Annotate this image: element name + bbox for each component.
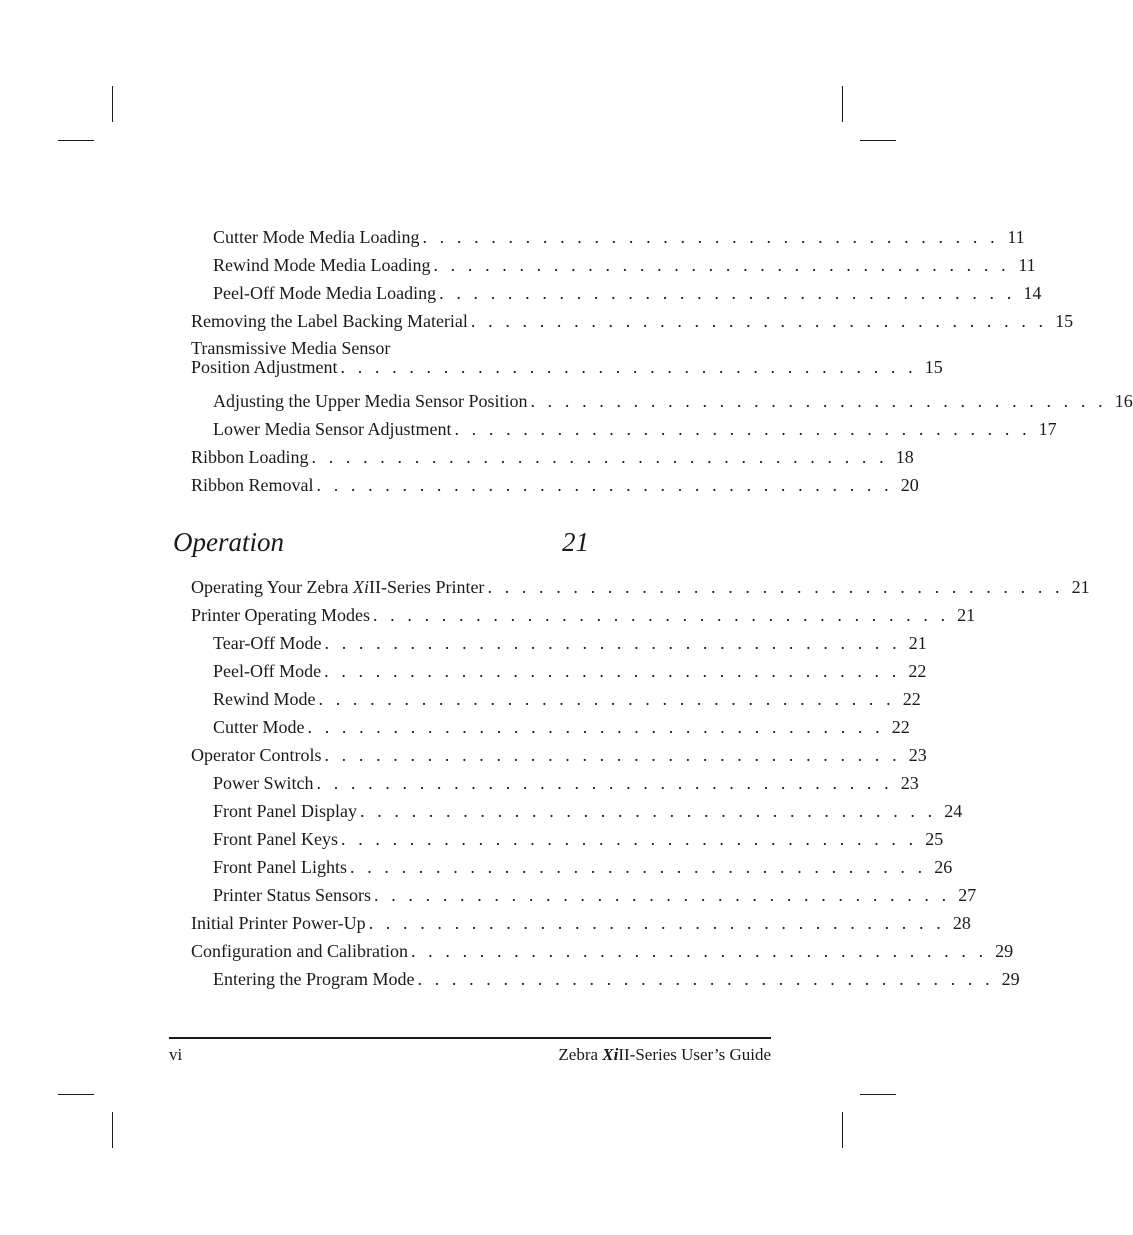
toc-entry-title: Printer Operating Modes bbox=[191, 605, 370, 625]
toc-entry-page-number: 15 bbox=[924, 357, 943, 377]
footer-page-number: vi bbox=[169, 1045, 183, 1064]
footer-guide-title bbox=[558, 1045, 771, 1065]
dot-leader: . . . . . . . . . . . . . . . . . . . . . . . . . . . . . . . . . . bbox=[340, 357, 917, 377]
toc-entry-title-part: Xi bbox=[352, 577, 369, 597]
toc-entry[interactable] bbox=[191, 797, 963, 825]
toc-entry[interactable] bbox=[191, 251, 1036, 279]
toc-entry[interactable] bbox=[191, 307, 1074, 335]
toc-entry[interactable] bbox=[191, 415, 1057, 443]
dot-leader: . . . . . . . . . . . . . . . . . . . . . . . . . . . . . . . . . . bbox=[410, 941, 988, 961]
toc-entry-title: Removing the Label Backing Material bbox=[191, 311, 468, 331]
dot-leader: . . . . . . . . . . . . . . . . . . . . . . . . . . . . . . . . . . bbox=[341, 829, 918, 849]
toc-entry[interactable] bbox=[191, 685, 921, 713]
toc-entry-page-number: 18 bbox=[895, 447, 914, 467]
toc-entries-after bbox=[191, 573, 1090, 993]
toc-entry-title-line1: Transmissive Media Sensor bbox=[191, 338, 391, 358]
toc-entry-title: Cutter Mode Media Loading bbox=[213, 227, 420, 247]
toc-entry[interactable] bbox=[191, 601, 976, 629]
toc-entry-page-number: 26 bbox=[934, 857, 953, 877]
toc-entry-page-number: 15 bbox=[1055, 311, 1074, 331]
dot-leader: . . . . . . . . . . . . . . . . . . . . . . . . . . . . . . . . . . bbox=[311, 447, 888, 467]
dot-leader: . . . . . . . . . . . . . . . . . . . . . . . . . . . . . . . . . . bbox=[324, 661, 901, 681]
toc-entry[interactable] bbox=[191, 965, 1020, 993]
footer-guide-prefix: Zebra bbox=[558, 1045, 603, 1064]
toc-entry-page-number: 17 bbox=[1038, 419, 1057, 439]
toc-entry-title: Front Panel Display bbox=[213, 801, 357, 821]
toc-entry[interactable] bbox=[191, 443, 914, 471]
crop-mark bbox=[860, 140, 896, 141]
toc-entry-title: Position Adjustment bbox=[191, 357, 338, 377]
toc-entry[interactable] bbox=[191, 279, 1042, 307]
table-of-contents bbox=[173, 223, 1133, 993]
toc-entry[interactable] bbox=[191, 387, 1133, 415]
toc-entry[interactable] bbox=[191, 573, 1090, 601]
toc-entry-title: Lower Media Sensor Adjustment bbox=[213, 419, 452, 439]
toc-entries-before bbox=[191, 223, 1133, 499]
toc-entry-page-number: 11 bbox=[1007, 227, 1025, 247]
toc-entry-title-part: Operating Your Zebra bbox=[191, 577, 353, 597]
toc-entry-page-number: 24 bbox=[944, 801, 963, 821]
dot-leader: . . . . . . . . . . . . . . . . . . . . . . . . . . . . . . . . . . bbox=[360, 801, 937, 821]
dot-leader: . . . . . . . . . . . . . . . . . . . . . . . . . . . . . . . . . . bbox=[318, 689, 895, 709]
crop-mark bbox=[860, 1094, 896, 1095]
dot-leader: . . . . . . . . . . . . . . . . . . . . . . . . . . . . . . . . . . bbox=[487, 577, 1064, 597]
section-page-number: 21 bbox=[562, 526, 589, 557]
crop-mark bbox=[842, 1112, 843, 1148]
dot-leader: . . . . . . . . . . . . . . . . . . . . . . . . . . . . . . . . . . bbox=[307, 717, 884, 737]
toc-entry-page-number: 29 bbox=[1001, 969, 1020, 989]
section-title: Operation bbox=[173, 526, 284, 557]
dot-leader: . . . . . . . . . . . . . . . . . . . . . . . . . . . . . . . . . . bbox=[316, 773, 893, 793]
toc-entry-page-number: 22 bbox=[908, 661, 927, 681]
toc-entry[interactable] bbox=[191, 825, 944, 853]
toc-entry[interactable] bbox=[191, 471, 919, 499]
dot-leader: . . . . . . . . . . . . . . . . . . . . . . . . . . . . . . . . . . bbox=[470, 311, 1048, 331]
dot-leader: . . . . . . . . . . . . . . . . . . . . . . . . . . . . . . . . . . bbox=[433, 255, 1010, 275]
dot-leader: . . . . . . . . . . . . . . . . . . . . . . . . . . . . . . . . . . bbox=[417, 969, 994, 989]
crop-mark bbox=[112, 1112, 113, 1148]
toc-entry[interactable] bbox=[191, 223, 1025, 251]
toc-entry[interactable] bbox=[191, 629, 927, 657]
toc-entry[interactable] bbox=[191, 335, 943, 387]
dot-leader: . . . . . . . . . . . . . . . . . . . . . . . . . . . . . . . . . . bbox=[324, 633, 901, 653]
toc-entry-page-number: 29 bbox=[995, 941, 1014, 961]
toc-entry-title: Ribbon Removal bbox=[191, 475, 314, 495]
toc-entry-title: Configuration and Calibration bbox=[191, 941, 408, 961]
crop-mark bbox=[112, 86, 113, 122]
toc-entry-page-number: 27 bbox=[958, 885, 977, 905]
toc-entry-title: Rewind Mode Media Loading bbox=[213, 255, 431, 275]
crop-mark bbox=[58, 1094, 94, 1095]
dot-leader: . . . . . . . . . . . . . . . . . . . . . . . . . . . . . . . . . . bbox=[368, 913, 945, 933]
toc-entry-page-number: 11 bbox=[1018, 255, 1036, 275]
dot-leader: . . . . . . . . . . . . . . . . . . . . . . . . . . . . . . . . . . bbox=[372, 605, 950, 625]
footer-guide-suffix: II-Series User’s Guide bbox=[618, 1045, 771, 1064]
toc-entry[interactable] bbox=[191, 881, 977, 909]
toc-entry-page-number: 21 bbox=[908, 633, 927, 653]
toc-entry-page-number: 21 bbox=[957, 605, 976, 625]
toc-entry-page-number: 23 bbox=[900, 773, 919, 793]
toc-entry-page-number: 20 bbox=[900, 475, 919, 495]
dot-leader: . . . . . . . . . . . . . . . . . . . . . . . . . . . . . . . . . . bbox=[530, 391, 1107, 411]
dot-leader: . . . . . . . . . . . . . . . . . . . . . . . . . . . . . . . . . . bbox=[316, 475, 893, 495]
toc-entry[interactable] bbox=[191, 909, 971, 937]
toc-entry-title-part: II-Series Printer bbox=[368, 577, 485, 597]
crop-mark bbox=[842, 86, 843, 122]
toc-entry[interactable] bbox=[191, 853, 953, 881]
toc-entry-title: Front Panel Lights bbox=[213, 857, 347, 877]
toc-entry-page-number: 23 bbox=[908, 745, 927, 765]
dot-leader: . . . . . . . . . . . . . . . . . . . . . . . . . . . . . . . . . . bbox=[422, 227, 999, 247]
toc-entry-page-number: 25 bbox=[925, 829, 944, 849]
toc-entry-title: Operator Controls bbox=[191, 745, 322, 765]
toc-section-heading[interactable] bbox=[173, 511, 589, 573]
dot-leader: . . . . . . . . . . . . . . . . . . . . . . . . . . . . . . . . . . bbox=[324, 745, 901, 765]
toc-entry-page-number: 16 bbox=[1114, 391, 1133, 411]
toc-entry-title: Printer Status Sensors bbox=[213, 885, 372, 905]
footer-guide-italic: Xi bbox=[602, 1045, 619, 1064]
toc-entry-title: Adjusting the Upper Media Sensor Position bbox=[213, 391, 528, 411]
toc-entry-page-number: 22 bbox=[902, 689, 921, 709]
toc-entry-page-number: 21 bbox=[1071, 577, 1090, 597]
toc-entry-title: Power Switch bbox=[213, 773, 314, 793]
toc-entry[interactable] bbox=[191, 741, 927, 769]
toc-entry-title: Peel-Off Mode bbox=[213, 661, 322, 681]
dot-leader: . . . . . . . . . . . . . . . . . . . . . . . . . . . . . . . . . . bbox=[350, 857, 927, 877]
footer-rule bbox=[169, 1037, 771, 1039]
toc-entry-title: Entering the Program Mode bbox=[213, 969, 415, 989]
toc-entry-title: Peel-Off Mode Media Loading bbox=[213, 283, 437, 303]
dot-leader: . . . . . . . . . . . . . . . . . . . . . . . . . . . . . . . . . . bbox=[454, 419, 1031, 439]
toc-entry[interactable] bbox=[191, 713, 910, 741]
toc-entry[interactable] bbox=[191, 657, 927, 685]
toc-entry-title: Cutter Mode bbox=[213, 717, 305, 737]
toc-entry-title: Ribbon Loading bbox=[191, 447, 309, 467]
toc-entry-page-number: 28 bbox=[952, 913, 971, 933]
toc-entry-title: Initial Printer Power-Up bbox=[191, 913, 366, 933]
toc-entry-title bbox=[191, 573, 484, 601]
toc-entry[interactable] bbox=[191, 937, 1014, 965]
toc-entry-title: Tear-Off Mode bbox=[213, 633, 322, 653]
dot-leader: . . . . . . . . . . . . . . . . . . . . . . . . . . . . . . . . . . bbox=[374, 885, 951, 905]
toc-entry-page-number: 22 bbox=[891, 717, 910, 737]
crop-mark bbox=[58, 140, 94, 141]
toc-entry-title: Front Panel Keys bbox=[213, 829, 338, 849]
toc-entry-title: Rewind Mode bbox=[213, 689, 316, 709]
dot-leader: . . . . . . . . . . . . . . . . . . . . . . . . . . . . . . . . . . bbox=[439, 283, 1016, 303]
toc-entry-page-number: 14 bbox=[1023, 283, 1042, 303]
toc-entry[interactable] bbox=[191, 769, 919, 797]
